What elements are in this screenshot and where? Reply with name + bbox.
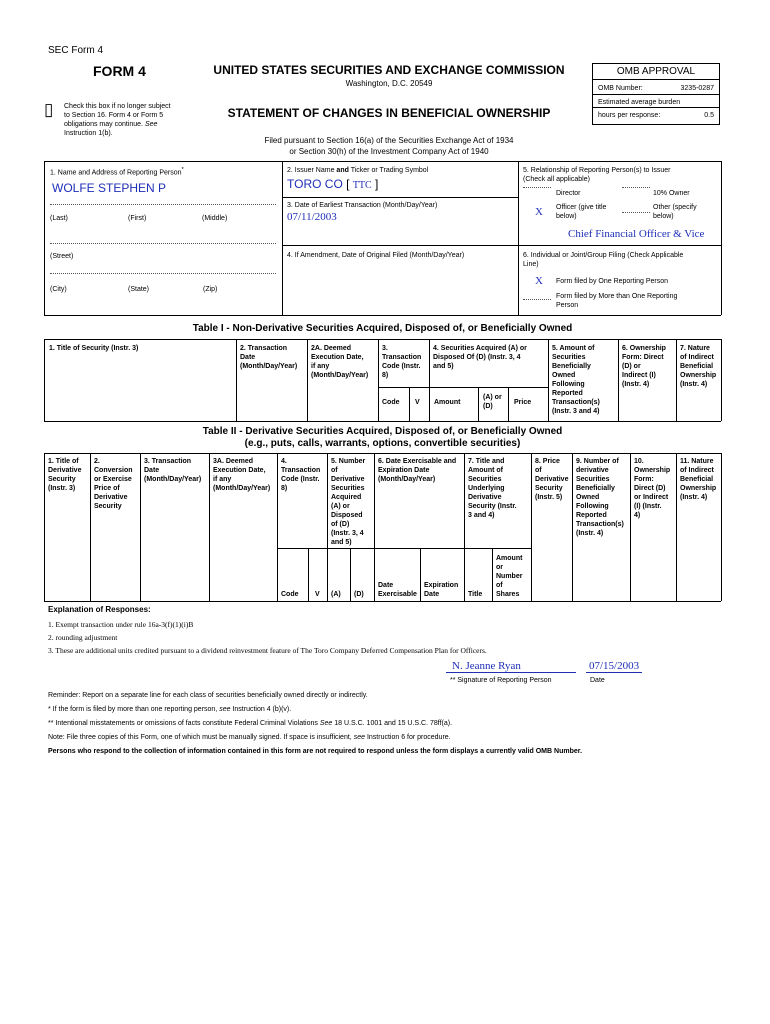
t1-sub-code: Code (382, 399, 400, 406)
filing-multiple-persons-option[interactable]: Form filed by More than One Reporting Person (556, 293, 678, 309)
t2-col-nature-ownership: 11. Nature of Indirect Beneficial Ownership (Instr. 4) (680, 458, 717, 501)
filing-check-mark[interactable]: X (535, 275, 543, 287)
explanation-heading: Explanation of Responses: (48, 605, 151, 614)
omb-hours-row: hours per response: 0.5 (593, 107, 719, 120)
t2-col-conversion-price: 2. Conversion or Exercise Price of Derivative Security (94, 458, 133, 510)
table2-title: Table II - Derivative Securities Acquired, Disposed of, or Beneficially Owned (e.g., puts, calls, warrants, options, convertible securities) (202, 426, 563, 449)
t2-col-number-derivative: 5. Number of Derivative Securities Acquired (A) or Disposed of (D) (Instr. 3, 4 and 5) (331, 458, 366, 546)
t1-col-securities-acquired: 4. Securities Acquired (A) or Disposed Of (D) (Instr. 3, 4 and 5) (433, 345, 527, 370)
omb-disclaimer: Persons who respond to the collection of information contained in this form are not required to respond unless the form displays a currently valid OMB Number. (48, 748, 583, 755)
director-option[interactable]: Director (556, 190, 581, 197)
file-copies-note: Note: File three copies of this Form, one of which must be manually signed. If space is insufficient, see Instruction 6 for procedure. (48, 734, 451, 741)
filing-one-person-option[interactable]: Form filed by One Reporting Person (556, 278, 669, 285)
filing-label: 6. Individual or Joint/Group Filing (Check Applicable Line) (523, 252, 684, 268)
state-label: (State) (128, 286, 150, 293)
t2-col-transaction-date: 3. Transaction Date (Month/Day/Year) (144, 458, 202, 483)
ten-percent-owner-option[interactable]: 10% Owner (653, 190, 690, 197)
first-name-label: (First) (128, 215, 147, 222)
signature-label: ** Signature of Reporting Person (450, 677, 552, 684)
other-option[interactable]: Other (specify below) (653, 204, 697, 220)
explanation-item: 1. Exempt transaction under rule 16a-3(f)(1)(i)B (48, 620, 194, 629)
omb-title: OMB APPROVAL (593, 64, 719, 80)
t2-col-number-owned: 9. Number of derivative Securities Beneficially Owned Following Reported Transaction(s) (Instr. 4) (576, 458, 624, 537)
t1-col-nature-ownership: 7. Nature of Indirect Beneficial Ownership (Instr. 4) (680, 345, 717, 388)
statement-title: STATEMENT OF CHANGES IN BENEFICIAL OWNERSHIP (227, 106, 551, 120)
officer-title: Chief Financial Officer & Vice (568, 228, 705, 240)
reporting-person-name: WOLFE STEPHEN P (52, 181, 167, 195)
agency-title: UNITED STATES SECURITIES AND EXCHANGE COMMISSION (213, 63, 565, 77)
t1-sub-price: Price (514, 399, 532, 406)
last-name-label: (Last) (50, 215, 68, 222)
t2-col-price: 8. Price of Derivative Security (Instr. 5) (535, 458, 569, 501)
agency-address: Washington, D.C. 20549 (345, 79, 433, 88)
t2-sub-code: Code (281, 591, 299, 598)
t2-col-title-amount: 7. Title and Amount of Securities Underlying Derivative Security (Instr. 3 and 4) (468, 458, 517, 519)
officer-option[interactable]: Officer (give title below) (556, 204, 607, 220)
multiple-persons-note: * If the form is filed by more than one reporting person, see Instruction 4 (b)(v). (48, 706, 292, 713)
form-title: FORM 4 (93, 63, 146, 79)
t2-sub-d: (D) (354, 591, 364, 598)
signature-date: 07/15/2003 (589, 660, 640, 672)
filed-pursuant-line-2: or Section 30(h) of the Investment Company Act of 1940 (289, 147, 489, 156)
t2-sub-v: V (315, 591, 320, 598)
t1-sub-v: V (415, 399, 420, 406)
signature-name: N. Jeanne Ryan (452, 660, 521, 672)
street-label: (Street) (50, 253, 74, 260)
explanation-item: 2. rounding adjustment (48, 633, 118, 642)
criminal-violations-note: ** Intentional misstatements or omissions of facts constitute Federal Criminal Violations See 18 U.S.C. 1001 and 15 U.S.C. 78ff(a). (48, 720, 453, 727)
checkbox-instructions: Check this box if no longer subject to Section 16. Form 4 or Form 5 obligations may continue. See Instruction 1(b). (64, 103, 171, 137)
issuer-label: 2. Issuer Name and Ticker or Trading Symbol (287, 167, 429, 174)
explanation-item: 3. These are additional units credited pursuant to a dividend reinvestment feature of The Toro Company Deferred Compensation Plan for Officers. (48, 646, 487, 655)
officer-check-mark[interactable]: X (535, 206, 543, 218)
reminder-text: Reminder: Report on a separate line for each class of securities beneficially owned directly or indirectly. (48, 692, 368, 699)
t2-sub-title: Title (468, 591, 483, 598)
t2-sub-expiration-date: Expiration Date (424, 582, 459, 598)
t1-col-title-security: 1. Title of Security (Instr. 3) (49, 345, 139, 352)
date-label: Date (590, 677, 605, 684)
t1-sub-a-or-d: (A) or (D) (483, 394, 502, 410)
sec-form-label: SEC Form 4 (48, 45, 104, 56)
t2-col-date-exercisable: 6. Date Exercisable and Expiration Date (Month/Day/Year) (378, 458, 457, 483)
issuer-name-ticker: TORO CO [ TTC ] (287, 177, 379, 191)
t2-col-title-derivative: 1. Title of Derivative Security (Instr. 3) (48, 458, 82, 492)
t2-sub-amount-shares: Amount or Number of Shares (496, 555, 523, 598)
t2-col-deemed-date: 3A. Deemed Execution Date, if any (Month/Day/Year) (213, 458, 271, 492)
t1-col-deemed-date: 2A. Deemed Execution Date, if any (Month/Day/Year) (311, 345, 369, 379)
t1-sub-amount: Amount (434, 399, 461, 406)
reporting-person-label: 1. Name and Address of Reporting Person* (50, 167, 184, 177)
t2-sub-date-exercisable: Date Exercisable (378, 582, 417, 598)
t2-sub-a: (A) (331, 591, 341, 598)
t2-col-transaction-code: 4. Transaction Code (Instr. 8) (281, 458, 321, 492)
earliest-transaction-label: 3. Date of Earliest Transaction (Month/Day/Year) (287, 202, 438, 209)
t1-col-transaction-code: 3. Transaction Code (Instr. 8) (382, 345, 422, 379)
middle-name-label: (Middle) (202, 215, 228, 222)
t1-col-amount-owned: 5. Amount of Securities Beneficially Owned Following Reported Transaction(s) (Instr. 3 and 4) (552, 345, 600, 415)
zip-label: (Zip) (203, 286, 218, 293)
explanation-list (48, 618, 487, 657)
amendment-label: 4. If Amendment, Date of Original Filed (Month/Day/Year) (287, 252, 465, 259)
filed-pursuant-line-1: Filed pursuant to Section 16(a) of the Securities Exchange Act of 1934 (264, 136, 514, 145)
relationship-label: 5. Relationship of Reporting Person(s) to Issuer (Check all applicable) (523, 167, 671, 183)
omb-number-row: OMB Number: 3235-0287 (598, 85, 714, 92)
t1-col-ownership-form: 6. Ownership Form: Direct (D) or Indirect (I) (Instr. 4) (622, 345, 666, 388)
omb-approval-box (592, 63, 720, 125)
table1-title: Table I - Non-Derivative Securities Acquired, Disposed of, or Beneficially Owned (192, 323, 573, 334)
t1-col-transaction-date: 2. Transaction Date (Month/Day/Year) (240, 345, 298, 370)
city-label: (City) (50, 286, 67, 293)
omb-burden-label: Estimated average burden (593, 94, 719, 107)
t2-col-ownership-form: 10. Ownership Form: Direct (D) or Indirect (I) (Instr. 4) (634, 458, 671, 519)
earliest-transaction-date: 07/11/2003 (287, 211, 337, 223)
no-longer-subject-checkbox[interactable]: ▯ (44, 100, 54, 119)
